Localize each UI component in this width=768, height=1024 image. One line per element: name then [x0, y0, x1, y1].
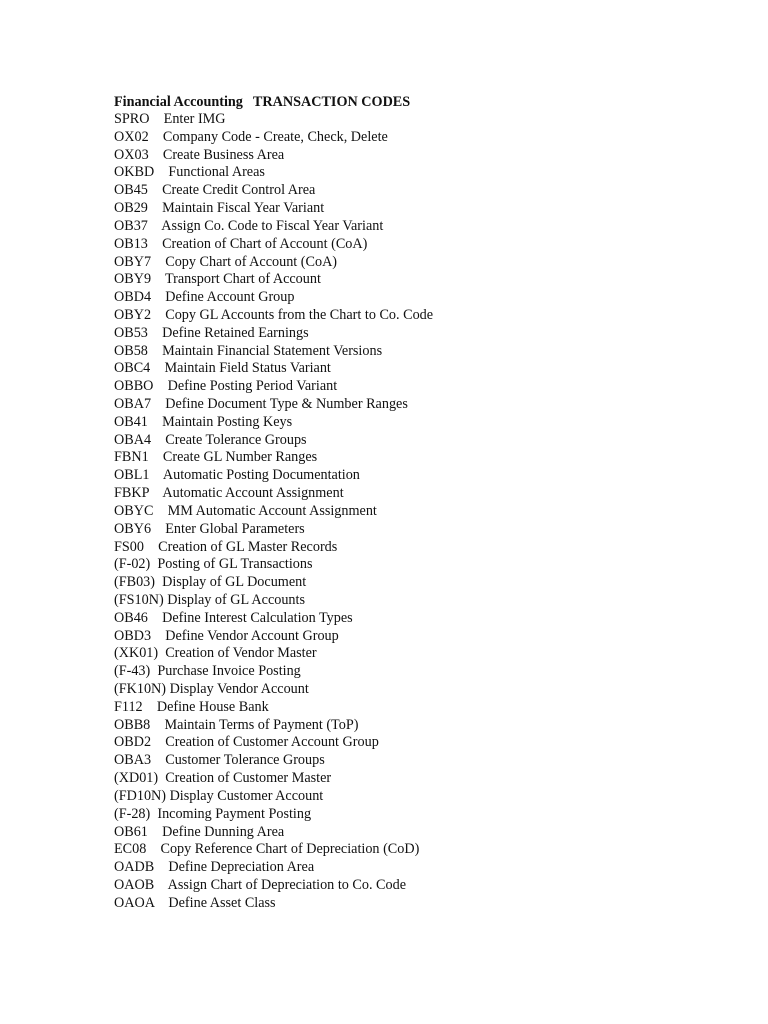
transaction-code-entry: OBL1 Automatic Posting Documentation	[114, 467, 360, 484]
document-title	[114, 93, 734, 111]
title-heading: TRANSACTION CODES	[252, 94, 411, 110]
transaction-code-entry: SPRO Enter IMG	[114, 111, 226, 127]
transaction-code-entry: (FD10N) Display Customer Account	[114, 787, 324, 804]
transaction-code-entry: OADB Define Depreciation Area	[114, 859, 315, 876]
transaction-code-entry: OB45 Create Credit Control Area	[114, 182, 316, 199]
transaction-code-entry: FBN1 Create GL Number Ranges	[114, 449, 318, 466]
transaction-code-entry: OKBD Functional Areas	[114, 164, 265, 181]
transaction-code-entry: OX03 Create Business Area	[114, 146, 285, 163]
transaction-code-entry: OBA4 Create Tolerance Groups	[114, 431, 307, 448]
transaction-code-entry: OBBO Define Posting Period Variant	[114, 378, 338, 395]
transaction-code-entry: OB37 Assign Co. Code to Fiscal Year Variant	[114, 217, 384, 234]
transaction-code-entry: FS00 Creation of GL Master Records	[114, 538, 338, 555]
document-page	[114, 93, 734, 913]
transaction-code-entry: OBY6 Enter Global Parameters	[114, 520, 305, 537]
transaction-code-entry: OB13 Creation of Chart of Account (CoA)	[114, 235, 368, 252]
transaction-code-entry: OAOB Assign Chart of Depreciation to Co. Code	[114, 876, 406, 893]
transaction-code-entry: OBC4 Maintain Field Status Variant	[114, 360, 331, 377]
transaction-code-entry: EC08 Copy Reference Chart of Depreciation (CoD)	[114, 841, 420, 858]
transaction-code-entry: OBD3 Define Vendor Account Group	[114, 627, 339, 644]
transaction-code-entry: OBB8 Maintain Terms of Payment (ToP)	[114, 716, 359, 733]
transaction-code-entry: OB58 Maintain Financial Statement Versions	[114, 342, 383, 359]
transaction-code-entry: (XD01) Creation of Customer Master	[114, 770, 332, 787]
transaction-code-entry: (F-43) Purchase Invoice Posting	[114, 663, 301, 680]
transaction-code-entry: (FB03) Display of GL Document	[114, 574, 307, 591]
transaction-code-entry: (FS10N) Display of GL Accounts	[114, 591, 305, 608]
transaction-code-entry: OBY2 Copy GL Accounts from the Chart to Co. Code	[114, 306, 434, 323]
transaction-code-entry: OBD4 Define Account Group	[114, 289, 295, 306]
transaction-code-entry: F112 Define House Bank	[114, 698, 269, 715]
transaction-code-entry: OB29 Maintain Fiscal Year Variant	[114, 200, 325, 217]
transaction-code-entry: OB46 Define Interest Calculation Types	[114, 609, 353, 626]
transaction-code-entry: OB41 Maintain Posting Keys	[114, 413, 293, 430]
transaction-code-entry: OBA7 Define Document Type & Number Ranges	[114, 396, 408, 412]
transaction-code-list	[114, 111, 734, 913]
transaction-code-entry: FBKP Automatic Account Assignment	[114, 485, 344, 502]
transaction-code-entry: OBYC MM Automatic Account Assignment	[114, 502, 377, 519]
transaction-code-entry: OBY9 Transport Chart of Account	[114, 271, 321, 288]
transaction-code-entry: OB61 Define Dunning Area	[114, 823, 285, 840]
transaction-code-entry: OAOA Define Asset Class	[114, 894, 276, 911]
transaction-code-entry: (XK01) Creation of Vendor Master	[114, 645, 317, 662]
transaction-code-entry: OBA3 Customer Tolerance Groups	[114, 752, 325, 769]
transaction-code-entry: (FK10N) Display Vendor Account	[114, 681, 309, 697]
title-subject: Financial Accounting	[114, 94, 243, 110]
transaction-code-entry: OBD2 Creation of Customer Account Group	[114, 734, 379, 751]
transaction-code-entry: OBY7 Copy Chart of Account (CoA)	[114, 253, 338, 270]
transaction-code-entry: (F-02) Posting of GL Transactions	[114, 556, 313, 573]
transaction-code-entry: OB53 Define Retained Earnings	[114, 324, 309, 341]
transaction-code-entry: OX02 Company Code - Create, Check, Delete	[114, 128, 388, 145]
transaction-code-entry: (F-28) Incoming Payment Posting	[114, 805, 312, 822]
